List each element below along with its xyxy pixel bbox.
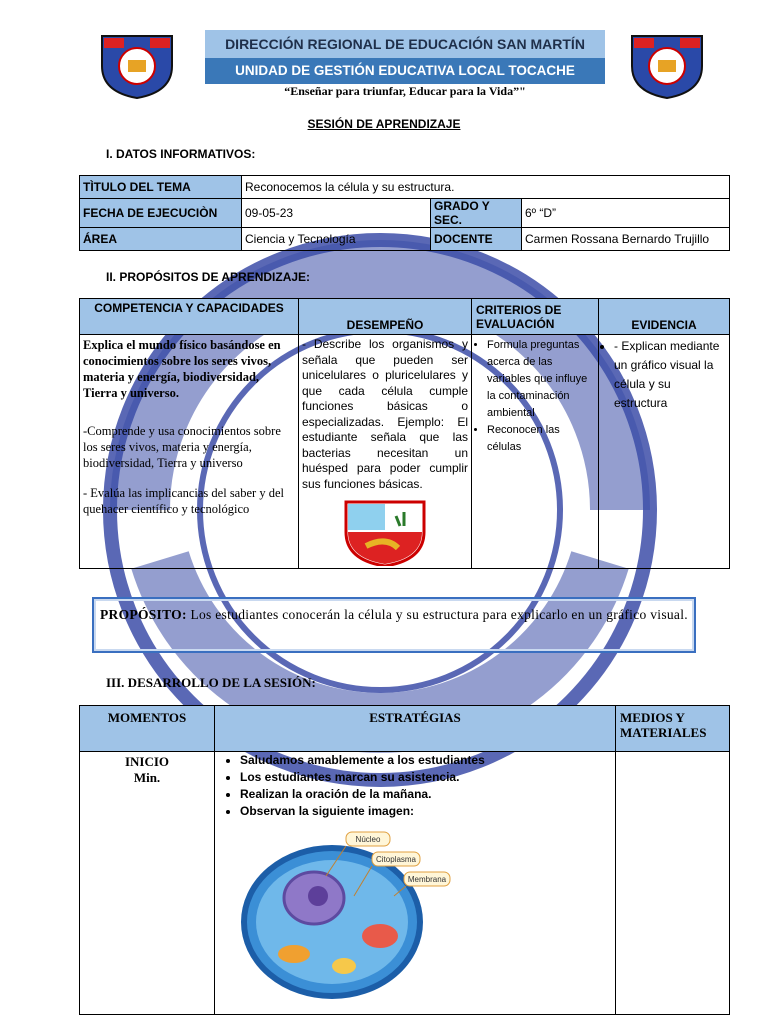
label-grado: GRADO Y SEC. [431,199,522,228]
strategy-item: • Los estudiantes marcan su asistencia. [240,769,612,786]
purpose-box [92,597,696,653]
peru-coat-of-arms-icon [326,498,444,566]
criterio-2: • Reconocen las células [487,422,595,456]
purpose-text: Los estudiantes conocerán la célula y su estructura para explicarlo en un gráfico visual. [186,607,688,622]
section-heading-propositos: II. PROPÓSITOS DE APRENDIZAJE: [106,270,311,284]
desempeno-cell [299,335,472,569]
label-membrane: Membrana [407,875,447,884]
capacidad-1: -Comprende y usa conocimientos sobre los seres vivos, materia y energía, biodiversidad, Tierra y universo [83,424,281,470]
competencia-text: Explica el mundo físico basándose en conocimientos sobre los seres vivos, materia y energía, biodiversidad, Tierra y universo. [83,338,281,400]
purposes-table [79,298,730,569]
label-fecha: FECHA DE EJECUCIÒN [80,199,242,228]
col-competencia: COMPETENCIA Y CAPACIDADES [80,299,299,335]
label-cytoplasm: Citoplasma [375,855,417,864]
development-table [79,705,730,1015]
strategy-item: • Saludamos amablemente a los estudiantes [240,752,612,769]
col-medios: MEDIOS Y MATERIALES [616,706,730,752]
strategy-item: • Realizan la oración de la mañana. [240,786,612,803]
value-grado: 6º “D” [522,199,730,228]
label-area: ÁREA [80,228,242,251]
criterios-cell [472,335,599,569]
competencia-cell [80,335,299,569]
col-desempeno: DESEMPEÑO [299,299,472,335]
school-logo-right [626,30,708,100]
moment-cell [80,752,215,1015]
label-docente: DOCENTE [431,228,522,251]
header-banner-regional: DIRECCIÓN REGIONAL DE EDUCACIÓN SAN MARTÍN [205,30,605,58]
evidencia-text: • - Explican mediante un gráfico visual la célula y su estructura [614,337,726,413]
info-table [79,175,730,251]
value-tema: Reconocemos la célula y su estructura. [242,176,730,199]
criterio-1: • Formula preguntas acerca de las variables que influye la contaminación ambiental [487,337,595,422]
moment-duration: Min. [133,770,161,785]
animal-cell-illustration [234,826,464,1008]
section-heading-datos: I. DATOS INFORMATIVOS: [106,147,256,161]
strategies-cell [215,752,616,1015]
strategy-item: • Observan la siguiente imagen: [240,803,612,820]
desempeno-text: - Describe los organismos y señala que pueden ser unicelulares o pluricelulares y que cada célula cumple funciones básicas o especializadas. Ejemplo: El estudiante señala que las bacterias necesitan un huésped para poder cumplir sus funciones básicas. [302,337,468,491]
school-logo-left [96,30,178,100]
value-fecha: 09-05-23 [242,199,431,228]
section-heading-desarrollo: III. DESARROLLO DE LA SESIÓN: [106,675,316,690]
header-motto: “Enseñar para triunfar, Educar para la Vida”" [284,84,526,98]
purpose-label: PROPÓSITO: [100,607,187,622]
moment-name: INICIO [124,754,170,769]
col-evidencia: EVIDENCIA [599,299,730,335]
value-area: Ciencia y Tecnología [242,228,431,251]
page-title: SESIÓN DE APRENDIZAJE [307,117,461,131]
materials-cell [616,752,730,1015]
value-docente: Carmen Rossana Bernardo Trujillo [522,228,730,251]
col-criterios: CRITERIOS DE EVALUACIÓN [472,299,599,335]
label-nucleus: Núcleo [355,835,381,844]
capacidad-2: - Evalúa las implicancias del saber y del quehacer científico y tecnológico [83,486,284,516]
col-momentos: MOMENTOS [80,706,215,752]
evidencia-cell [599,335,730,569]
label-tema: TÌTULO DEL TEMA [80,176,242,199]
header-banner-ugel: UNIDAD DE GESTIÓN EDUCATIVA LOCAL TOCACHE [205,58,605,84]
col-estrategias: ESTRATÉGIAS [215,706,616,752]
